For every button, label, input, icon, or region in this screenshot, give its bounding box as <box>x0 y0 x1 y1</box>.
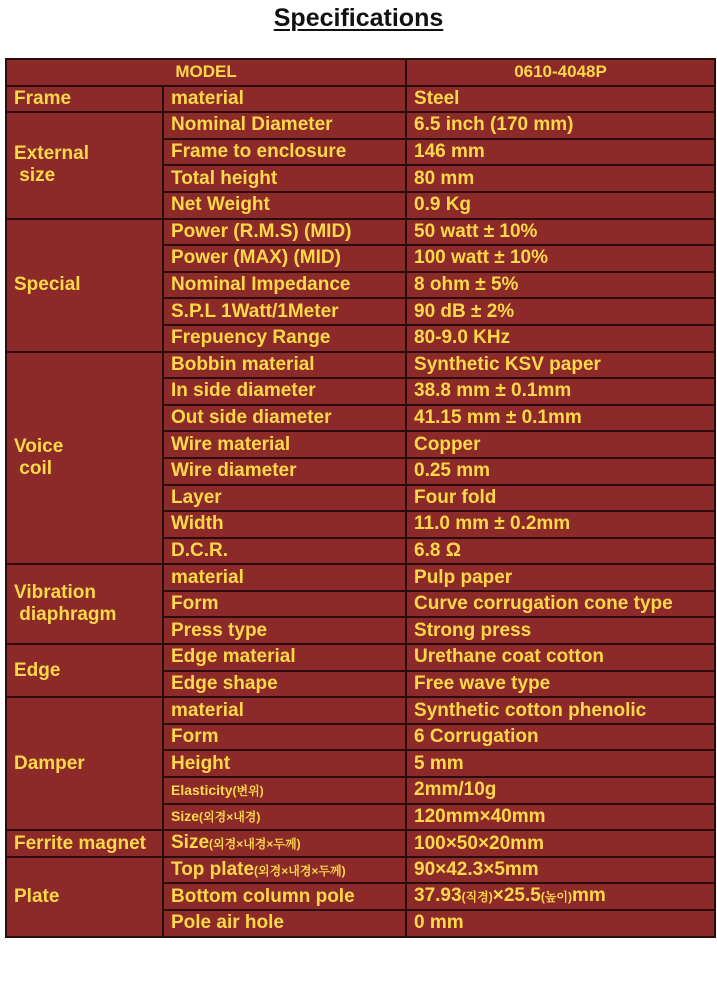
spec-value-cell: 5 mm <box>406 750 715 777</box>
category-cell: Special <box>6 219 163 352</box>
table-row <box>6 352 715 379</box>
spec-value-cell: 0.9 Kg <box>406 192 715 219</box>
spec-table <box>5 58 716 938</box>
category-cell: External size <box>6 112 163 218</box>
category-cell: Damper <box>6 697 163 830</box>
table-row <box>6 219 715 246</box>
spec-value-cell: Urethane coat cotton <box>406 644 715 671</box>
spec-value-cell: 80 mm <box>406 165 715 192</box>
spec-label-cell: Size(외경×내경) <box>163 804 406 831</box>
table-row <box>6 830 715 857</box>
spec-value-cell: Synthetic cotton phenolic <box>406 697 715 724</box>
spec-label-cell: material <box>163 86 406 113</box>
spec-value-cell: 11.0 mm ± 0.2mm <box>406 511 715 538</box>
spec-label-cell: Power (R.M.S) (MID) <box>163 219 406 246</box>
table-row <box>6 86 715 113</box>
spec-label-cell: Wire material <box>163 431 406 458</box>
spec-label-cell: Nominal Impedance <box>163 272 406 299</box>
table-row <box>6 564 715 591</box>
spec-value-cell: 50 watt ± 10% <box>406 219 715 246</box>
spec-value-cell: Strong press <box>406 617 715 644</box>
spec-label-cell: In side diameter <box>163 378 406 405</box>
spec-value-cell: 6.8 Ω <box>406 538 715 565</box>
spec-label-cell: Wire diameter <box>163 458 406 485</box>
spec-value-cell: 146 mm <box>406 139 715 166</box>
spec-value-cell: 0.25 mm <box>406 458 715 485</box>
spec-label-cell: Elasticity(변위) <box>163 777 406 804</box>
page-title <box>0 0 717 53</box>
spec-label-cell: material <box>163 564 406 591</box>
spec-value-cell: Synthetic KSV paper <box>406 352 715 379</box>
spec-label-cell: Edge material <box>163 644 406 671</box>
page-title-text: Specifications <box>273 4 444 32</box>
spec-label-cell: material <box>163 697 406 724</box>
spec-value-cell: Steel <box>406 86 715 113</box>
spec-label-cell: Bobbin material <box>163 352 406 379</box>
category-cell: Voice coil <box>6 352 163 565</box>
category-cell: Ferrite magnet <box>6 830 163 857</box>
spec-value-cell: 90×42.3×5mm <box>406 857 715 884</box>
spec-label-cell: D.C.R. <box>163 538 406 565</box>
spec-value-cell: 100×50×20mm <box>406 830 715 857</box>
model-value-cell: 0610-4048P <box>406 59 715 86</box>
spec-value-cell: 41.15 mm ± 0.1mm <box>406 405 715 432</box>
spec-label-cell: Height <box>163 750 406 777</box>
category-cell: Frame <box>6 86 163 113</box>
spec-label-cell: Total height <box>163 165 406 192</box>
table-row <box>6 112 715 139</box>
spec-table-body <box>6 59 715 937</box>
category-cell: Plate <box>6 857 163 937</box>
spec-value-cell: Curve corrugation cone type <box>406 591 715 618</box>
spec-label-cell: Layer <box>163 485 406 512</box>
spec-value-cell: Pulp paper <box>406 564 715 591</box>
spec-value-cell: 6.5 inch (170 mm) <box>406 112 715 139</box>
spec-label-cell: Form <box>163 724 406 751</box>
spec-label-cell: Form <box>163 591 406 618</box>
spec-label-cell: Top plate(외경×내경×두께) <box>163 857 406 884</box>
spec-label-cell: Edge shape <box>163 671 406 698</box>
spec-value-cell: 6 Corrugation <box>406 724 715 751</box>
model-label-cell: MODEL <box>6 59 406 86</box>
spec-label-cell: Press type <box>163 617 406 644</box>
spec-value-cell: 37.93(직경)×25.5(높이)mm <box>406 883 715 910</box>
spec-value-cell: 90 dB ± 2% <box>406 298 715 325</box>
table-row <box>6 697 715 724</box>
spec-label-cell: S.P.L 1Watt/1Meter <box>163 298 406 325</box>
spec-label-cell: Frame to enclosure <box>163 139 406 166</box>
table-row <box>6 644 715 671</box>
spec-value-cell: 120mm×40mm <box>406 804 715 831</box>
category-cell: Vibration diaphragm <box>6 564 163 644</box>
spec-value-cell: Free wave type <box>406 671 715 698</box>
header-row <box>6 59 715 86</box>
spec-label-cell: Bottom column pole <box>163 883 406 910</box>
spec-value-cell: 0 mm <box>406 910 715 937</box>
spec-value-cell: 8 ohm ± 5% <box>406 272 715 299</box>
spec-label-cell: Width <box>163 511 406 538</box>
spec-label-cell: Pole air hole <box>163 910 406 937</box>
spec-label-cell: Power (MAX) (MID) <box>163 245 406 272</box>
spec-label-cell: Out side diameter <box>163 405 406 432</box>
spec-value-cell: 38.8 mm ± 0.1mm <box>406 378 715 405</box>
spec-value-cell: Four fold <box>406 485 715 512</box>
spec-label-cell: Net Weight <box>163 192 406 219</box>
spec-value-cell: 80-9.0 KHz <box>406 325 715 352</box>
spec-value-cell: Copper <box>406 431 715 458</box>
spec-value-cell: 2mm/10g <box>406 777 715 804</box>
spec-value-cell: 100 watt ± 10% <box>406 245 715 272</box>
spec-label-cell: Size(외경×내경×두께) <box>163 830 406 857</box>
spec-label-cell: Nominal Diameter <box>163 112 406 139</box>
table-row <box>6 857 715 884</box>
category-cell: Edge <box>6 644 163 697</box>
spec-label-cell: Frepuency Range <box>163 325 406 352</box>
